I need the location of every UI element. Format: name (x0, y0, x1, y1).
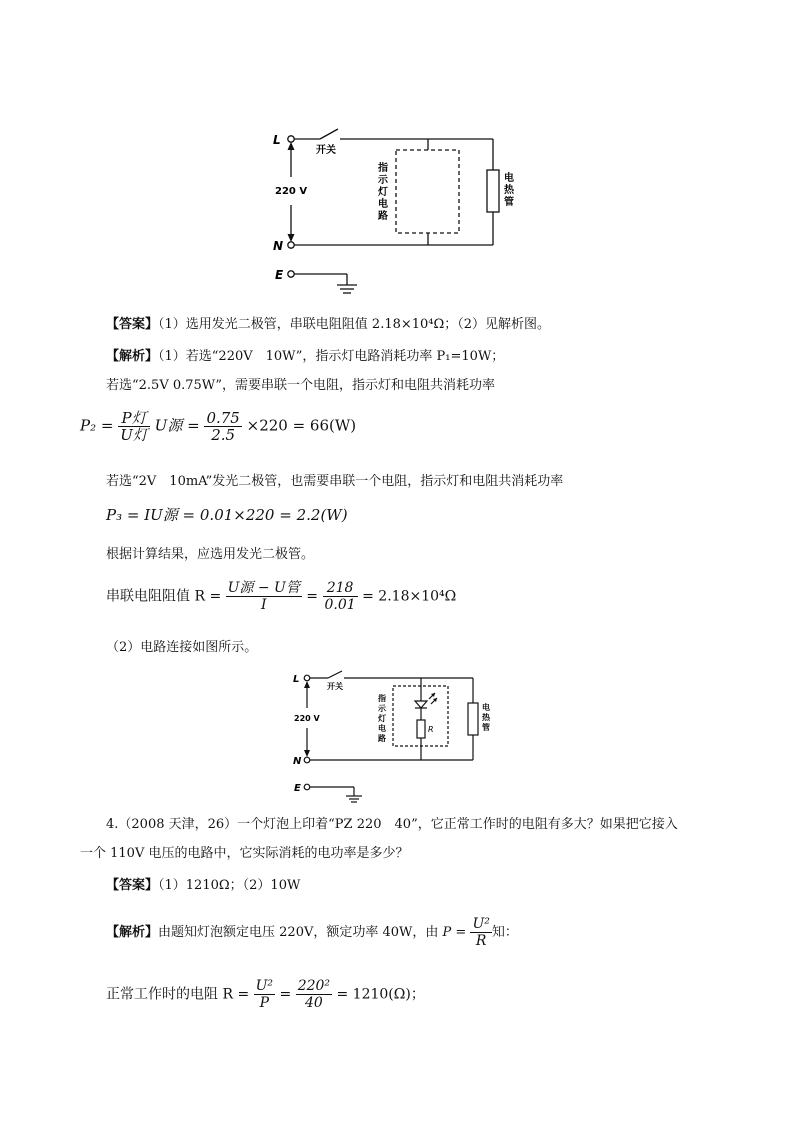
analysis-4-line-2: 正常工作时的电阻 R = $\frac{\text{U²}}{P}$ = $\frac{\text{220²}}{40}$ = 1210(Ω)； (106, 978, 425, 1011)
heater-tube-label (482, 702, 491, 732)
svg-text:路: 路 (378, 734, 386, 743)
svg-text:管: 管 (504, 197, 514, 208)
svg-text:示: 示 (378, 175, 388, 186)
analysis-tag: 【解析】 (106, 925, 159, 940)
terminal-l-label: L (293, 674, 300, 685)
terminal-n-label: N (293, 756, 302, 767)
svg-text:灯: 灯 (378, 714, 386, 723)
equation-p3: P₃ = IU源 = 0.01×220 = 2.2(W) (106, 506, 348, 524)
svg-text:示: 示 (378, 704, 386, 713)
voltage-label: 220 V (294, 714, 320, 723)
circuit-diagram-2 (290, 668, 500, 808)
svg-text:管: 管 (482, 723, 490, 732)
svg-text:热: 热 (482, 713, 490, 722)
answer-tag: 【答案】 (106, 317, 159, 332)
svg-text:指: 指 (378, 694, 386, 703)
analysis-1-line-2: 若选“2.5V 0.75W”，需要串联一个电阻，指示灯和电阻共消耗功率 (106, 378, 496, 393)
analysis-tag: 【解析】 (106, 349, 159, 364)
svg-text:电: 电 (482, 703, 490, 712)
terminal-e-label: E (275, 268, 284, 282)
analysis-4-line-1: 【解析】由题知灯泡额定电压 220V，额定功率 40W，由 P = $\frac{\text{U²}}{R}$ 知： (106, 916, 518, 949)
analysis-1-line-1 (106, 347, 504, 367)
svg-text:指: 指 (378, 163, 388, 174)
voltage-label: 220 V (275, 186, 308, 197)
question-4-line-1: 4.（2008 天津，26）一个灯泡上印着“PZ 220 40”，它正常工作时的电阻有多大？如果把它接入 (106, 817, 678, 832)
question-4-line-2: 一个 110V 电压的电路中，它实际消耗的电功率是多少？ (80, 846, 409, 861)
equation-p2: P₂ = $\frac{\text{P灯}}{\text{U灯}}$ U源 = $\frac{0.75}{2.5}$ ×220 = 66(W) (80, 409, 357, 444)
analysis-1-line-3: 若选“2V 10mA”发光二极管，也需要串联一个电阻，指示灯和电阻共消耗功率 (106, 474, 564, 489)
svg-text:电: 电 (504, 173, 514, 184)
answer-text: （1）选用发光二极管，串联电阻阻值 2.18×10⁴Ω；（2）见解析图。 (158, 317, 551, 332)
analysis-text: （1）若选“220V 10W”，指示灯电路消耗功率 P₁=10W； (158, 349, 505, 364)
terminal-n-label: N (273, 239, 284, 253)
svg-text:灯: 灯 (378, 187, 388, 198)
answer-4 (106, 876, 300, 896)
svg-text:路: 路 (378, 211, 388, 222)
analysis-1-line-5: （2）电路连接如图所示。 (106, 640, 258, 655)
switch-label: 开关 (327, 682, 343, 691)
circuit-diagram-1 (268, 125, 518, 305)
svg-text:电: 电 (378, 724, 386, 733)
svg-text:电: 电 (378, 199, 388, 210)
answer-tag: 【答案】 (106, 878, 159, 893)
equation-resistance: 串联电阻阻值 R = $\frac{\text{U源 − U管}}{I}$ = $\frac{218}{0.01}$ = 2.18×10⁴Ω (106, 580, 457, 613)
indicator-circuit-label (377, 693, 387, 743)
indicator-circuit-label (377, 161, 389, 222)
resistor-label: R (428, 725, 434, 734)
switch-label: 开关 (316, 145, 336, 156)
terminal-l-label: L (273, 133, 281, 147)
answer-text: （1）1210Ω；（2）10W (158, 878, 301, 893)
answer-1 (106, 315, 550, 335)
analysis-1-line-4: 根据计算结果，应选用发光二极管。 (106, 547, 315, 562)
terminal-e-label: E (294, 783, 301, 794)
svg-text:热: 热 (504, 185, 514, 196)
heater-tube-label (504, 171, 515, 208)
